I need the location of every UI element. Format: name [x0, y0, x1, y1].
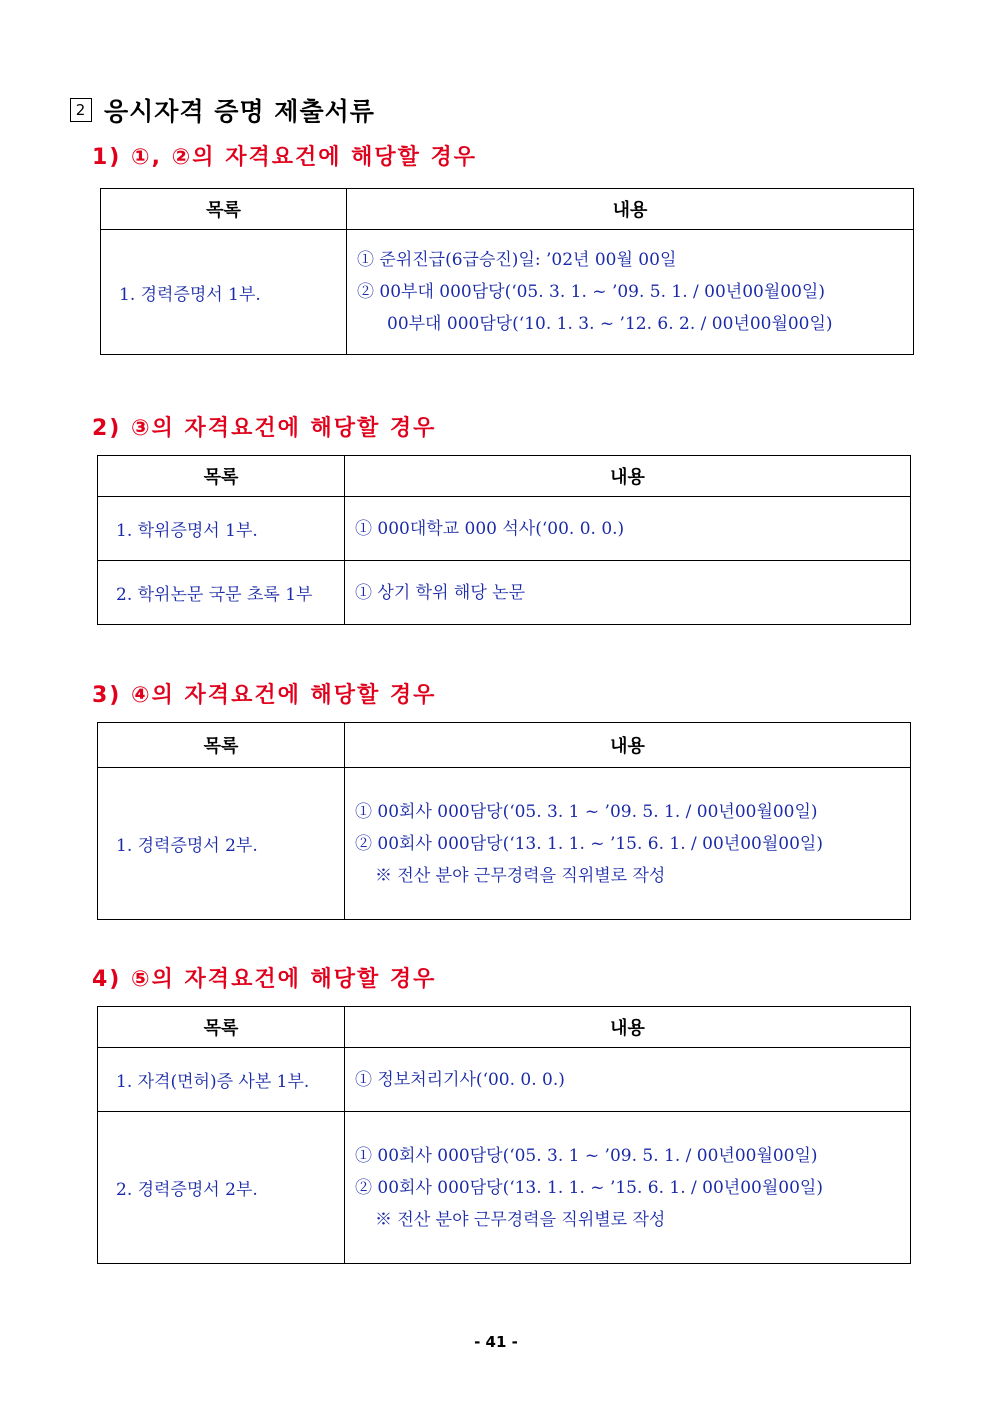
content-line: ② 00부대 000담당(‘05. 3. 1. ~ ’09. 5. 1. / 00년00월00일) [357, 282, 825, 302]
row-item: 1. 자격(면허)증 사본 1부. [98, 1048, 345, 1112]
column-header-list: 목록 [98, 723, 345, 768]
column-header-content: 내용 [345, 723, 911, 768]
heading-title: 응시자격 증명 제출서류 [104, 97, 375, 126]
row-content [345, 497, 911, 561]
section-4-table [97, 1006, 911, 1264]
content-note: ※ 전산 분야 근무경력을 직위별로 작성 [375, 1209, 666, 1230]
content-line: ① 정보처리기사(‘00. 0. 0.) [355, 1069, 565, 1090]
section-1-title: 1) ①, ②의 자격요건에 해당할 경우 [92, 145, 478, 170]
table-row [98, 768, 911, 920]
section-2-table [97, 455, 911, 625]
column-header-list: 목록 [98, 1007, 345, 1048]
section-4-title: 4) ⑤의 자격요건에 해당할 경우 [92, 967, 437, 992]
column-header-content: 내용 [345, 1007, 911, 1048]
page-number: - 41 - [474, 1333, 518, 1351]
content-line: ① 00회사 000담당(‘05. 3. 1 ~ ’09. 5. 1. / 00년00월00일) [355, 1145, 818, 1166]
table-row [98, 497, 911, 561]
content-line: ② 00회사 000담당(‘13. 1. 1. ~ ’15. 6. 1. / 00년00월00일) [355, 833, 823, 854]
section-1-table [100, 188, 914, 355]
page-heading [70, 92, 375, 128]
table-row [98, 1048, 911, 1112]
content-line: ② 00회사 000담당(‘13. 1. 1. ~ ’15. 6. 1. / 00년00월00일) [355, 1177, 823, 1198]
column-header-list: 목록 [98, 456, 345, 497]
column-header-content: 내용 [345, 456, 911, 497]
column-header-content: 내용 [347, 189, 914, 230]
content-line: ① 00회사 000담당(‘05. 3. 1 ~ ’09. 5. 1. / 00년00월00일) [355, 801, 818, 822]
row-content [345, 1048, 911, 1112]
table-row [98, 1112, 911, 1264]
heading-number-box: 2 [70, 98, 92, 122]
row-content [345, 561, 911, 625]
table-row [101, 230, 914, 355]
row-content [345, 768, 911, 920]
section-3-table [97, 722, 911, 920]
row-content [347, 230, 914, 355]
row-item: 1. 학위증명서 1부. [98, 497, 345, 561]
row-item: 2. 학위논문 국문 초록 1부 [98, 561, 345, 625]
content-note: ※ 전산 분야 근무경력을 직위별로 작성 [375, 865, 666, 886]
content-line: ① 준위진급(6급승진)일: ’02년 00월 00일 [357, 250, 677, 270]
table-row [98, 561, 911, 625]
column-header-list: 목록 [101, 189, 347, 230]
row-item: 2. 경력증명서 2부. [98, 1112, 345, 1264]
row-item: 1. 경력증명서 1부. [101, 230, 347, 355]
row-content [345, 1112, 911, 1264]
section-3-title: 3) ④의 자격요건에 해당할 경우 [92, 683, 437, 708]
row-item: 1. 경력증명서 2부. [98, 768, 345, 920]
content-line: 00부대 000담당(‘10. 1. 3. ~ ’12. 6. 2. / 00년00월00일) [387, 314, 833, 334]
section-2-title: 2) ③의 자격요건에 해당할 경우 [92, 416, 437, 441]
content-line: ① 000대학교 000 석사(‘00. 0. 0.) [355, 518, 625, 539]
content-line: ① 상기 학위 해당 논문 [355, 582, 525, 603]
